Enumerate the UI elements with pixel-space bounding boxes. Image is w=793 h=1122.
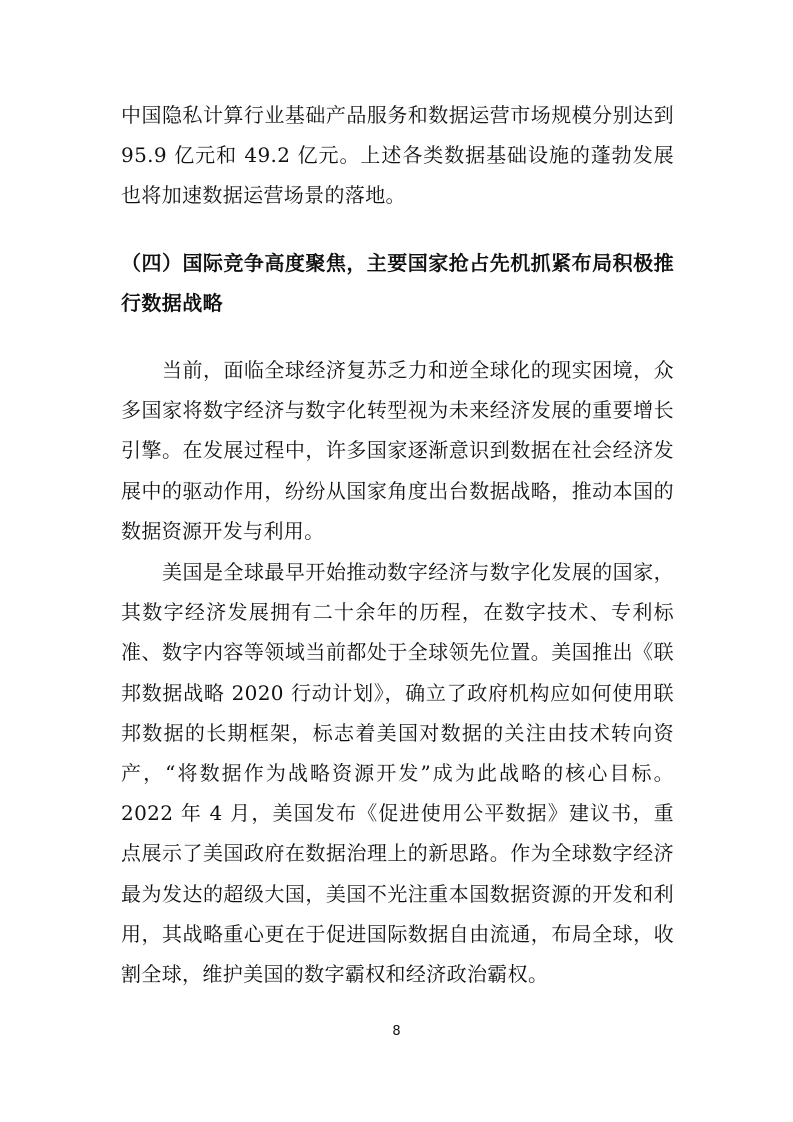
- body-paragraph-context: 当前，面临全球经济复苏乏力和逆全球化的现实困境，众多国家将数字经济与数字化转型视为未来经济发展的重要增长引擎。在发展过程中，许多国家逐渐意识到数据在社会经济发展中的驱动作用，纷纷从国家角度出台数据战略，推动本国的数据资源开发与利用。: [121, 358, 674, 543]
- document-page: [121, 95, 674, 994]
- body-paragraph-continued: 中国隐私计算行业基础产品服务和数据运营市场规模分别达到 95.9 亿元和 49.2 亿元。上述各类数据基础设施的蓬勃发展也将加速数据运营场景的落地。: [121, 103, 674, 208]
- section-heading: （四）国际竞争高度聚焦，主要国家抢占先机抓紧布局积极推行数据战略: [121, 250, 674, 315]
- body-paragraph-usa: 美国是全球最早开始推动数字经济与数字化发展的国家，其数字经济发展拥有二十余年的历程，在数字技术、专利标准、数字内容等领域当前都处于全球领先位置。美国推出《联邦数据战略 2020 行动计划》，确立了政府机构应如何使用联邦数据的长期框架，标志着美国对数据的关注由技术转向资产，“将数据作为战略资源开发”成为此战略的核心目标。2022 年 4 月，美国发布《促进使用公平数据》建议书，重点展示了美国政府在数据治理上的新思路。作为全球数字经济最为发达的超级大国，美国不光注重本国数据资源的开发和利用，其战略重心更在于促进国际数据自由流通，布局全球，收割全球，维护美国的数字霸权和经济政治霸权。: [121, 560, 674, 987]
- page-number: 8: [392, 1024, 401, 1039]
